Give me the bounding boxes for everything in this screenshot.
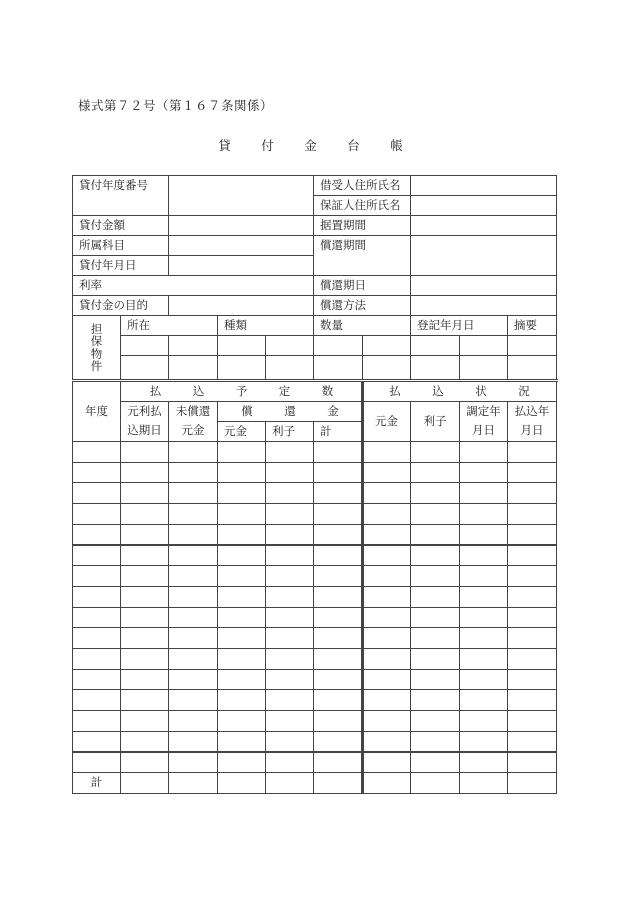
collateral-cell — [459, 335, 508, 356]
value-loan-purpose — [168, 295, 314, 316]
schedule-cell — [410, 441, 460, 463]
schedule-cell — [72, 710, 121, 732]
schedule-cell — [459, 462, 508, 484]
schedule-cell — [265, 482, 314, 504]
label-loan-purpose: 貸付金の目的 — [72, 295, 169, 316]
schedule-cell — [265, 462, 314, 484]
schedule-cell — [265, 524, 314, 546]
collateral-cell — [168, 355, 218, 380]
schedule-cell — [217, 710, 266, 732]
schedule-cell — [217, 627, 266, 649]
label-account-item: 所属科目 — [72, 235, 169, 256]
schedule-cell — [168, 565, 218, 587]
schedule-cell — [362, 731, 411, 753]
schedule-cell — [217, 669, 266, 691]
schedule-cell — [459, 772, 508, 794]
collateral-cell — [410, 335, 460, 356]
collateral-cell — [410, 355, 460, 380]
collateral-quantity-header: 数量 — [313, 315, 411, 336]
collateral-cell — [362, 355, 411, 380]
schedule-cell — [120, 710, 169, 732]
schedule-cell — [507, 648, 557, 670]
schedule-cell — [362, 669, 411, 691]
collateral-char: 保 — [90, 334, 103, 349]
collateral-remarks-header: 摘要 — [507, 315, 557, 336]
schedule-cell — [72, 607, 121, 629]
schedule-cell — [265, 503, 314, 525]
schedule-cell — [168, 772, 218, 794]
schedule-cell — [313, 524, 363, 546]
collateral-cell — [217, 355, 266, 380]
schedule-cell — [362, 503, 411, 525]
value-guarantor — [410, 195, 557, 216]
schedule-cell — [362, 441, 411, 463]
label-repayment-method: 償還方法 — [313, 295, 411, 316]
redemption-header: 償 還 金 — [217, 401, 363, 422]
redemption-principal-header: 元金 — [217, 421, 266, 442]
schedule-cell — [120, 627, 169, 649]
schedule-cell — [265, 627, 314, 649]
value-loan-date — [168, 255, 314, 276]
schedule-cell — [410, 482, 460, 504]
schedule-cell — [507, 482, 557, 504]
schedule-cell — [72, 524, 121, 546]
schedule-cell — [72, 545, 121, 567]
schedule-cell — [265, 586, 314, 608]
schedule-cell — [410, 627, 460, 649]
schedule-cell — [410, 710, 460, 732]
schedule-cell — [362, 772, 411, 794]
schedule-cell — [72, 627, 121, 649]
schedule-cell — [313, 441, 363, 463]
schedule-cell — [168, 627, 218, 649]
schedule-cell — [313, 689, 363, 711]
schedule-cell — [362, 462, 411, 484]
label-repayment-period: 償還期間 — [313, 235, 411, 276]
grand-total-label: 計 — [72, 772, 121, 794]
schedule-cell — [410, 648, 460, 670]
label-guarantor-address-name: 保証人住所氏名 — [313, 195, 411, 216]
label-loan-year-number: 貸付年度番号 — [72, 175, 169, 216]
schedule-cell — [168, 524, 218, 546]
schedule-cell — [120, 607, 169, 629]
schedule-cell — [362, 689, 411, 711]
schedule-cell — [459, 524, 508, 546]
collateral-char: 担 — [90, 322, 103, 337]
schedule-cell — [72, 648, 121, 670]
schedule-cell — [410, 565, 460, 587]
schedule-cell — [507, 607, 557, 629]
schedule-cell — [168, 462, 218, 484]
schedule-cell — [72, 462, 121, 484]
schedule-cell — [72, 503, 121, 525]
schedule-cell — [168, 648, 218, 670]
schedule-cell — [120, 752, 169, 774]
document-title: 貸 付 金 台 帳 — [218, 138, 412, 153]
schedule-cell — [459, 482, 508, 504]
value-borrower — [410, 175, 557, 196]
schedule-cell — [313, 669, 363, 691]
schedule-cell — [507, 503, 557, 525]
schedule-cell — [313, 586, 363, 608]
unpaid-header-1: 未償還 — [168, 401, 218, 422]
status-interest-header: 利子 — [410, 401, 460, 442]
schedule-cell — [120, 482, 169, 504]
value-loan-amount — [168, 215, 314, 236]
schedule-cell — [507, 772, 557, 794]
paid-date-header-1: 払込年 — [507, 401, 557, 422]
schedule-cell — [459, 627, 508, 649]
schedule-cell — [459, 565, 508, 587]
year-header: 年度 — [72, 381, 121, 442]
schedule-cell — [120, 586, 169, 608]
schedule-cell — [217, 586, 266, 608]
schedule-cell — [120, 524, 169, 546]
collateral-kind-header: 種類 — [217, 315, 314, 336]
schedule-cell — [120, 545, 169, 567]
collateral-char: 件 — [90, 358, 103, 373]
collateral-cell — [120, 355, 169, 380]
schedule-cell — [362, 524, 411, 546]
schedule-cell — [362, 586, 411, 608]
schedule-cell — [168, 731, 218, 753]
schedule-cell — [362, 627, 411, 649]
schedule-cell — [265, 731, 314, 753]
collateral-cell — [168, 335, 218, 356]
schedule-cell — [410, 669, 460, 691]
schedule-cell — [507, 689, 557, 711]
schedule-cell — [72, 565, 121, 587]
schedule-cell — [265, 669, 314, 691]
schedule-cell — [313, 710, 363, 732]
collateral-cell — [313, 355, 363, 380]
schedule-cell — [410, 772, 460, 794]
schedule-cell — [120, 648, 169, 670]
schedule-cell — [313, 545, 363, 567]
collateral-label — [72, 315, 121, 380]
schedule-cell — [168, 545, 218, 567]
schedule-cell — [362, 565, 411, 587]
collateral-cell — [507, 335, 557, 356]
schedule-cell — [168, 441, 218, 463]
schedule-cell — [265, 752, 314, 774]
label-loan-amount: 貸付金額 — [72, 215, 169, 236]
schedule-cell — [217, 648, 266, 670]
schedule-cell — [265, 545, 314, 567]
schedule-cell — [410, 503, 460, 525]
schedule-cell — [410, 607, 460, 629]
schedule-cell — [217, 772, 266, 794]
collateral-cell — [265, 335, 314, 356]
unpaid-header-2: 元金 — [168, 421, 218, 442]
payment-plan-header: 払 込 予 定 数 — [120, 381, 363, 402]
schedule-cell — [507, 565, 557, 587]
schedule-cell — [120, 669, 169, 691]
schedule-cell — [362, 710, 411, 732]
schedule-cell — [265, 689, 314, 711]
schedule-cell — [265, 565, 314, 587]
schedule-cell — [410, 586, 460, 608]
adjust-date-header-2: 月日 — [459, 421, 508, 442]
schedule-cell — [313, 503, 363, 525]
schedule-cell — [459, 669, 508, 691]
label-repayment-due-date: 償還期日 — [313, 275, 411, 296]
redemption-total-header: 計 — [313, 421, 363, 442]
schedule-cell — [313, 648, 363, 670]
collateral-cell — [459, 355, 508, 380]
schedule-cell — [217, 565, 266, 587]
schedule-cell — [168, 752, 218, 774]
collateral-cell — [265, 355, 314, 380]
schedule-cell — [168, 607, 218, 629]
schedule-cell — [168, 710, 218, 732]
schedule-cell — [507, 586, 557, 608]
schedule-cell — [120, 731, 169, 753]
collateral-cell — [362, 335, 411, 356]
principal-interest-header-1: 元利払 — [120, 401, 169, 422]
form-code: 様式第７２号（第１６７条関係） — [78, 98, 274, 113]
schedule-cell — [507, 524, 557, 546]
schedule-cell — [72, 669, 121, 691]
collateral-cell — [313, 335, 363, 356]
schedule-cell — [507, 627, 557, 649]
schedule-cell — [459, 648, 508, 670]
schedule-cell — [459, 710, 508, 732]
schedule-cell — [72, 689, 121, 711]
schedule-cell — [217, 441, 266, 463]
schedule-cell — [313, 752, 363, 774]
schedule-cell — [313, 731, 363, 753]
schedule-cell — [507, 669, 557, 691]
payment-status-header: 払 込 状 況 — [362, 381, 557, 402]
schedule-cell — [265, 710, 314, 732]
schedule-cell — [410, 731, 460, 753]
schedule-cell — [410, 524, 460, 546]
schedule-cell — [459, 586, 508, 608]
schedule-cell — [313, 462, 363, 484]
schedule-cell — [507, 545, 557, 567]
schedule-cell — [459, 441, 508, 463]
value-account-item — [168, 235, 314, 256]
schedule-cell — [72, 752, 121, 774]
label-loan-date: 貸付年月日 — [72, 255, 169, 276]
schedule-cell — [459, 752, 508, 774]
collateral-location-header: 所在 — [120, 315, 218, 336]
collateral-cell — [120, 335, 169, 356]
schedule-cell — [362, 482, 411, 504]
schedule-cell — [265, 607, 314, 629]
redemption-interest-header: 利子 — [265, 421, 314, 442]
value-loan-year-number — [168, 175, 314, 216]
collateral-cell — [507, 355, 557, 380]
schedule-cell — [120, 772, 169, 794]
schedule-cell — [265, 441, 314, 463]
schedule-cell — [120, 689, 169, 711]
schedule-cell — [168, 689, 218, 711]
schedule-cell — [507, 752, 557, 774]
schedule-cell — [168, 669, 218, 691]
schedule-cell — [410, 462, 460, 484]
schedule-cell — [507, 710, 557, 732]
value-repayment-method — [410, 295, 557, 316]
schedule-cell — [217, 752, 266, 774]
schedule-cell — [459, 503, 508, 525]
paid-date-header-2: 月日 — [507, 421, 557, 442]
schedule-cell — [72, 482, 121, 504]
schedule-cell — [362, 607, 411, 629]
schedule-cell — [217, 462, 266, 484]
schedule-cell — [72, 441, 121, 463]
collateral-registration-date-header: 登記年月日 — [410, 315, 508, 336]
schedule-cell — [217, 482, 266, 504]
schedule-cell — [459, 731, 508, 753]
schedule-cell — [410, 689, 460, 711]
schedule-cell — [313, 772, 363, 794]
label-borrower-address-name: 借受人住所氏名 — [313, 175, 411, 196]
schedule-cell — [459, 689, 508, 711]
schedule-cell — [265, 648, 314, 670]
schedule-cell — [459, 545, 508, 567]
value-grace-period — [410, 215, 557, 236]
schedule-cell — [120, 565, 169, 587]
schedule-cell — [217, 524, 266, 546]
schedule-cell — [72, 731, 121, 753]
collateral-cell — [217, 335, 266, 356]
schedule-cell — [265, 772, 314, 794]
schedule-cell — [168, 482, 218, 504]
schedule-cell — [313, 607, 363, 629]
schedule-cell — [362, 545, 411, 567]
schedule-cell — [72, 586, 121, 608]
schedule-cell — [217, 731, 266, 753]
schedule-cell — [507, 731, 557, 753]
schedule-cell — [120, 462, 169, 484]
schedule-cell — [313, 482, 363, 504]
adjust-date-header-1: 調定年 — [459, 401, 508, 422]
label-interest-rate: 利率 — [72, 275, 314, 296]
value-repayment-period — [410, 235, 557, 276]
schedule-cell — [120, 441, 169, 463]
schedule-cell — [217, 689, 266, 711]
principal-interest-header-2: 込期日 — [120, 421, 169, 442]
schedule-cell — [217, 607, 266, 629]
schedule-cell — [120, 503, 169, 525]
schedule-cell — [410, 545, 460, 567]
schedule-cell — [459, 607, 508, 629]
schedule-cell — [507, 462, 557, 484]
ledger-table — [72, 175, 557, 793]
schedule-cell — [313, 565, 363, 587]
schedule-cell — [507, 441, 557, 463]
schedule-cell — [313, 627, 363, 649]
schedule-cell — [362, 752, 411, 774]
schedule-cell — [168, 503, 218, 525]
schedule-cell — [410, 752, 460, 774]
schedule-cell — [217, 503, 266, 525]
schedule-cell — [168, 586, 218, 608]
status-principal-header: 元金 — [362, 401, 411, 442]
label-grace-period: 据置期間 — [313, 215, 411, 236]
value-repayment-due-date — [410, 275, 557, 296]
schedule-cell — [217, 545, 266, 567]
collateral-char: 物 — [90, 346, 103, 361]
schedule-cell — [362, 648, 411, 670]
